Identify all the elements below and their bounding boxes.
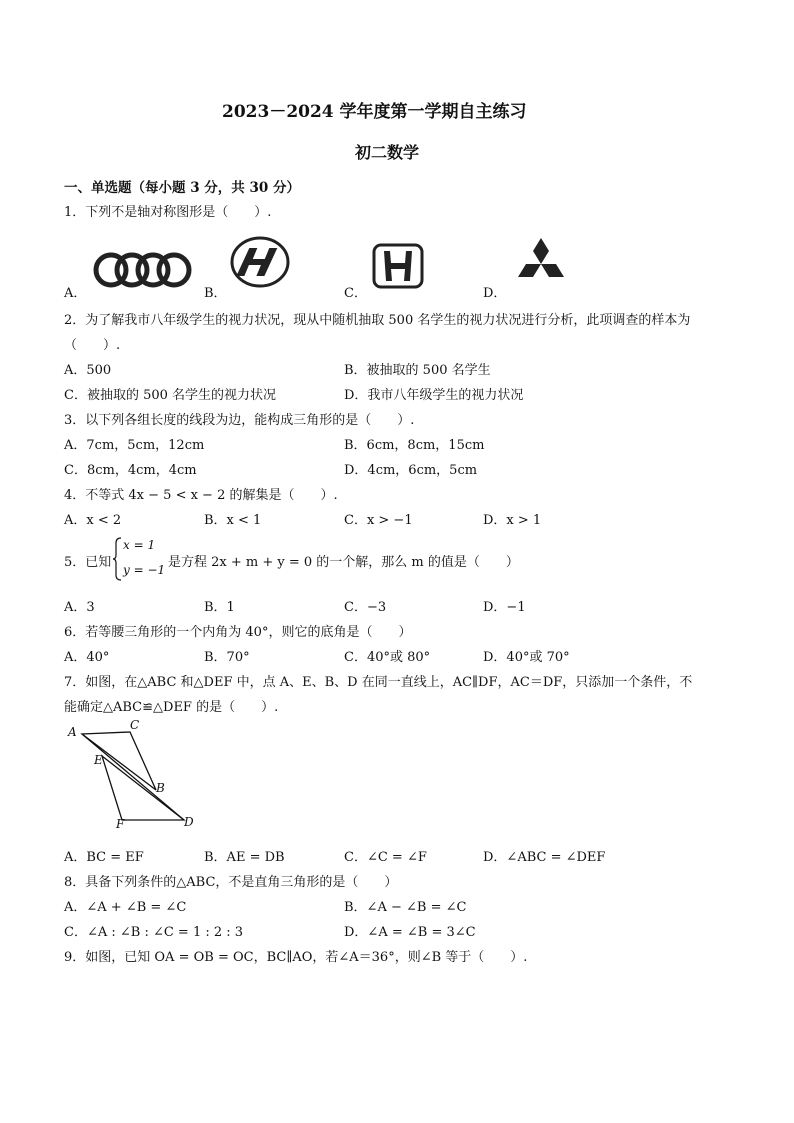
question-2-option-b: B．被抽取的 500 名学生 <box>344 363 491 378</box>
question-9-stem: 9．如图，已知 OA = OB = OC，BC∥AO，若∠A＝36°，则∠B 等于（ ）. <box>64 950 528 965</box>
question-2-stem-line1: 2．为了解我市八年级学生的视力状况，现从中随机抽取 500 名学生的视力状况进行分析，此项调查的样本为 <box>64 313 691 328</box>
question-4-option-b: B．x < 1 <box>204 513 262 528</box>
figure-label-a: A <box>68 725 77 739</box>
figure-label-b: B <box>156 781 165 795</box>
question-7-option-c: C．∠C = ∠F <box>344 850 427 865</box>
question-4-option-d: D．x > 1 <box>483 513 542 528</box>
question-3-option-c: C．8cm，4cm，4cm <box>64 463 197 478</box>
question-4-option-c: C．x > −1 <box>344 513 413 528</box>
question-4-option-a: A．x < 2 <box>64 513 122 528</box>
question-7-option-b: B．AE = DB <box>204 850 285 865</box>
question-8-option-d: D．∠A = ∠B = 3∠C <box>344 925 476 940</box>
question-5-system-line2: y = −1 <box>123 563 166 577</box>
honda-logo-icon <box>372 243 424 289</box>
figure-label-e: E <box>94 753 103 767</box>
question-5-suffix: 是方程 2x + m + y = 0 的一个解，那么 m 的值是（ ） <box>168 555 519 570</box>
page-title: 2023－2024 学年度第一学期自主练习 <box>222 102 527 122</box>
question-3-option-b: B．6cm，8cm，15cm <box>344 438 485 453</box>
question-7-figure <box>64 718 204 830</box>
question-6-option-a: A．40° <box>64 650 110 665</box>
question-2-option-c: C．被抽取的 500 名学生的视力状况 <box>64 388 277 403</box>
question-8-option-a: A．∠A + ∠B = ∠C <box>64 900 187 915</box>
page-subtitle: 初二数学 <box>355 143 420 162</box>
question-6-stem: 6．若等腰三角形的一个内角为 40°，则它的底角是（ ） <box>64 625 412 640</box>
question-5-option-d: D．−1 <box>483 600 526 615</box>
question-1-stem: 1．下列不是轴对称图形是（ ）. <box>64 205 272 220</box>
question-4-stem: 4．不等式 4x − 5 < x − 2 的解集是（ ）. <box>64 488 338 503</box>
section-heading: 一、单选题（每小题 3 分，共 30 分） <box>64 180 300 196</box>
question-5-option-a: A．3 <box>64 600 95 615</box>
question-2-option-a: A．500 <box>64 363 112 378</box>
question-1-option-c: C． <box>344 286 367 301</box>
question-7-stem-line2: 能确定△ABC≌△DEF 的是（ ）. <box>64 700 279 715</box>
figure-label-f: F <box>116 817 125 830</box>
question-1-option-b: B． <box>204 286 227 301</box>
figure-label-d: D <box>184 815 194 829</box>
question-3-stem: 3．以下列各组长度的线段为边，能构成三角形的是（ ）. <box>64 413 415 428</box>
left-brace-icon <box>112 537 122 581</box>
question-5-prefix: 5．已知 <box>64 555 112 570</box>
mitsubishi-logo-icon <box>512 236 570 288</box>
figure-label-c: C <box>130 718 140 732</box>
question-7-stem-line1: 7．如图，在△ABC 和△DEF 中，点 A、E、B、D 在同一直线上，AC∥DF，AC＝DF，只添加一个条件，不 <box>64 675 693 690</box>
question-8-stem: 8．具备下列条件的△ABC，不是直角三角形的是（ ） <box>64 875 398 890</box>
question-1-option-a: A． <box>64 286 87 301</box>
question-6-option-c: C．40°或 80° <box>344 650 431 665</box>
question-5-system-line1: x = 1 <box>123 538 156 552</box>
question-2-stem-line2: （ ）. <box>64 338 121 353</box>
question-5-option-c: C．−3 <box>344 600 387 615</box>
question-6-option-b: B．70° <box>204 650 250 665</box>
question-3-option-d: D．4cm，6cm，5cm <box>344 463 478 478</box>
hyundai-logo-icon <box>230 236 290 288</box>
question-1-option-d: D． <box>483 286 507 301</box>
question-6-option-d: D．40°或 70° <box>483 650 570 665</box>
question-5-option-b: B．1 <box>204 600 235 615</box>
question-7-option-d: D．∠ABC = ∠DEF <box>483 850 606 865</box>
question-8-option-b: B．∠A − ∠B = ∠C <box>344 900 467 915</box>
audi-logo-icon <box>92 250 192 290</box>
question-8-option-c: C．∠A : ∠B : ∠C = 1 : 2 : 3 <box>64 925 244 940</box>
question-3-option-a: A．7cm，5cm，12cm <box>64 438 205 453</box>
question-7-option-a: A．BC = EF <box>64 850 144 865</box>
question-2-option-d: D．我市八年级学生的视力状况 <box>344 388 524 403</box>
